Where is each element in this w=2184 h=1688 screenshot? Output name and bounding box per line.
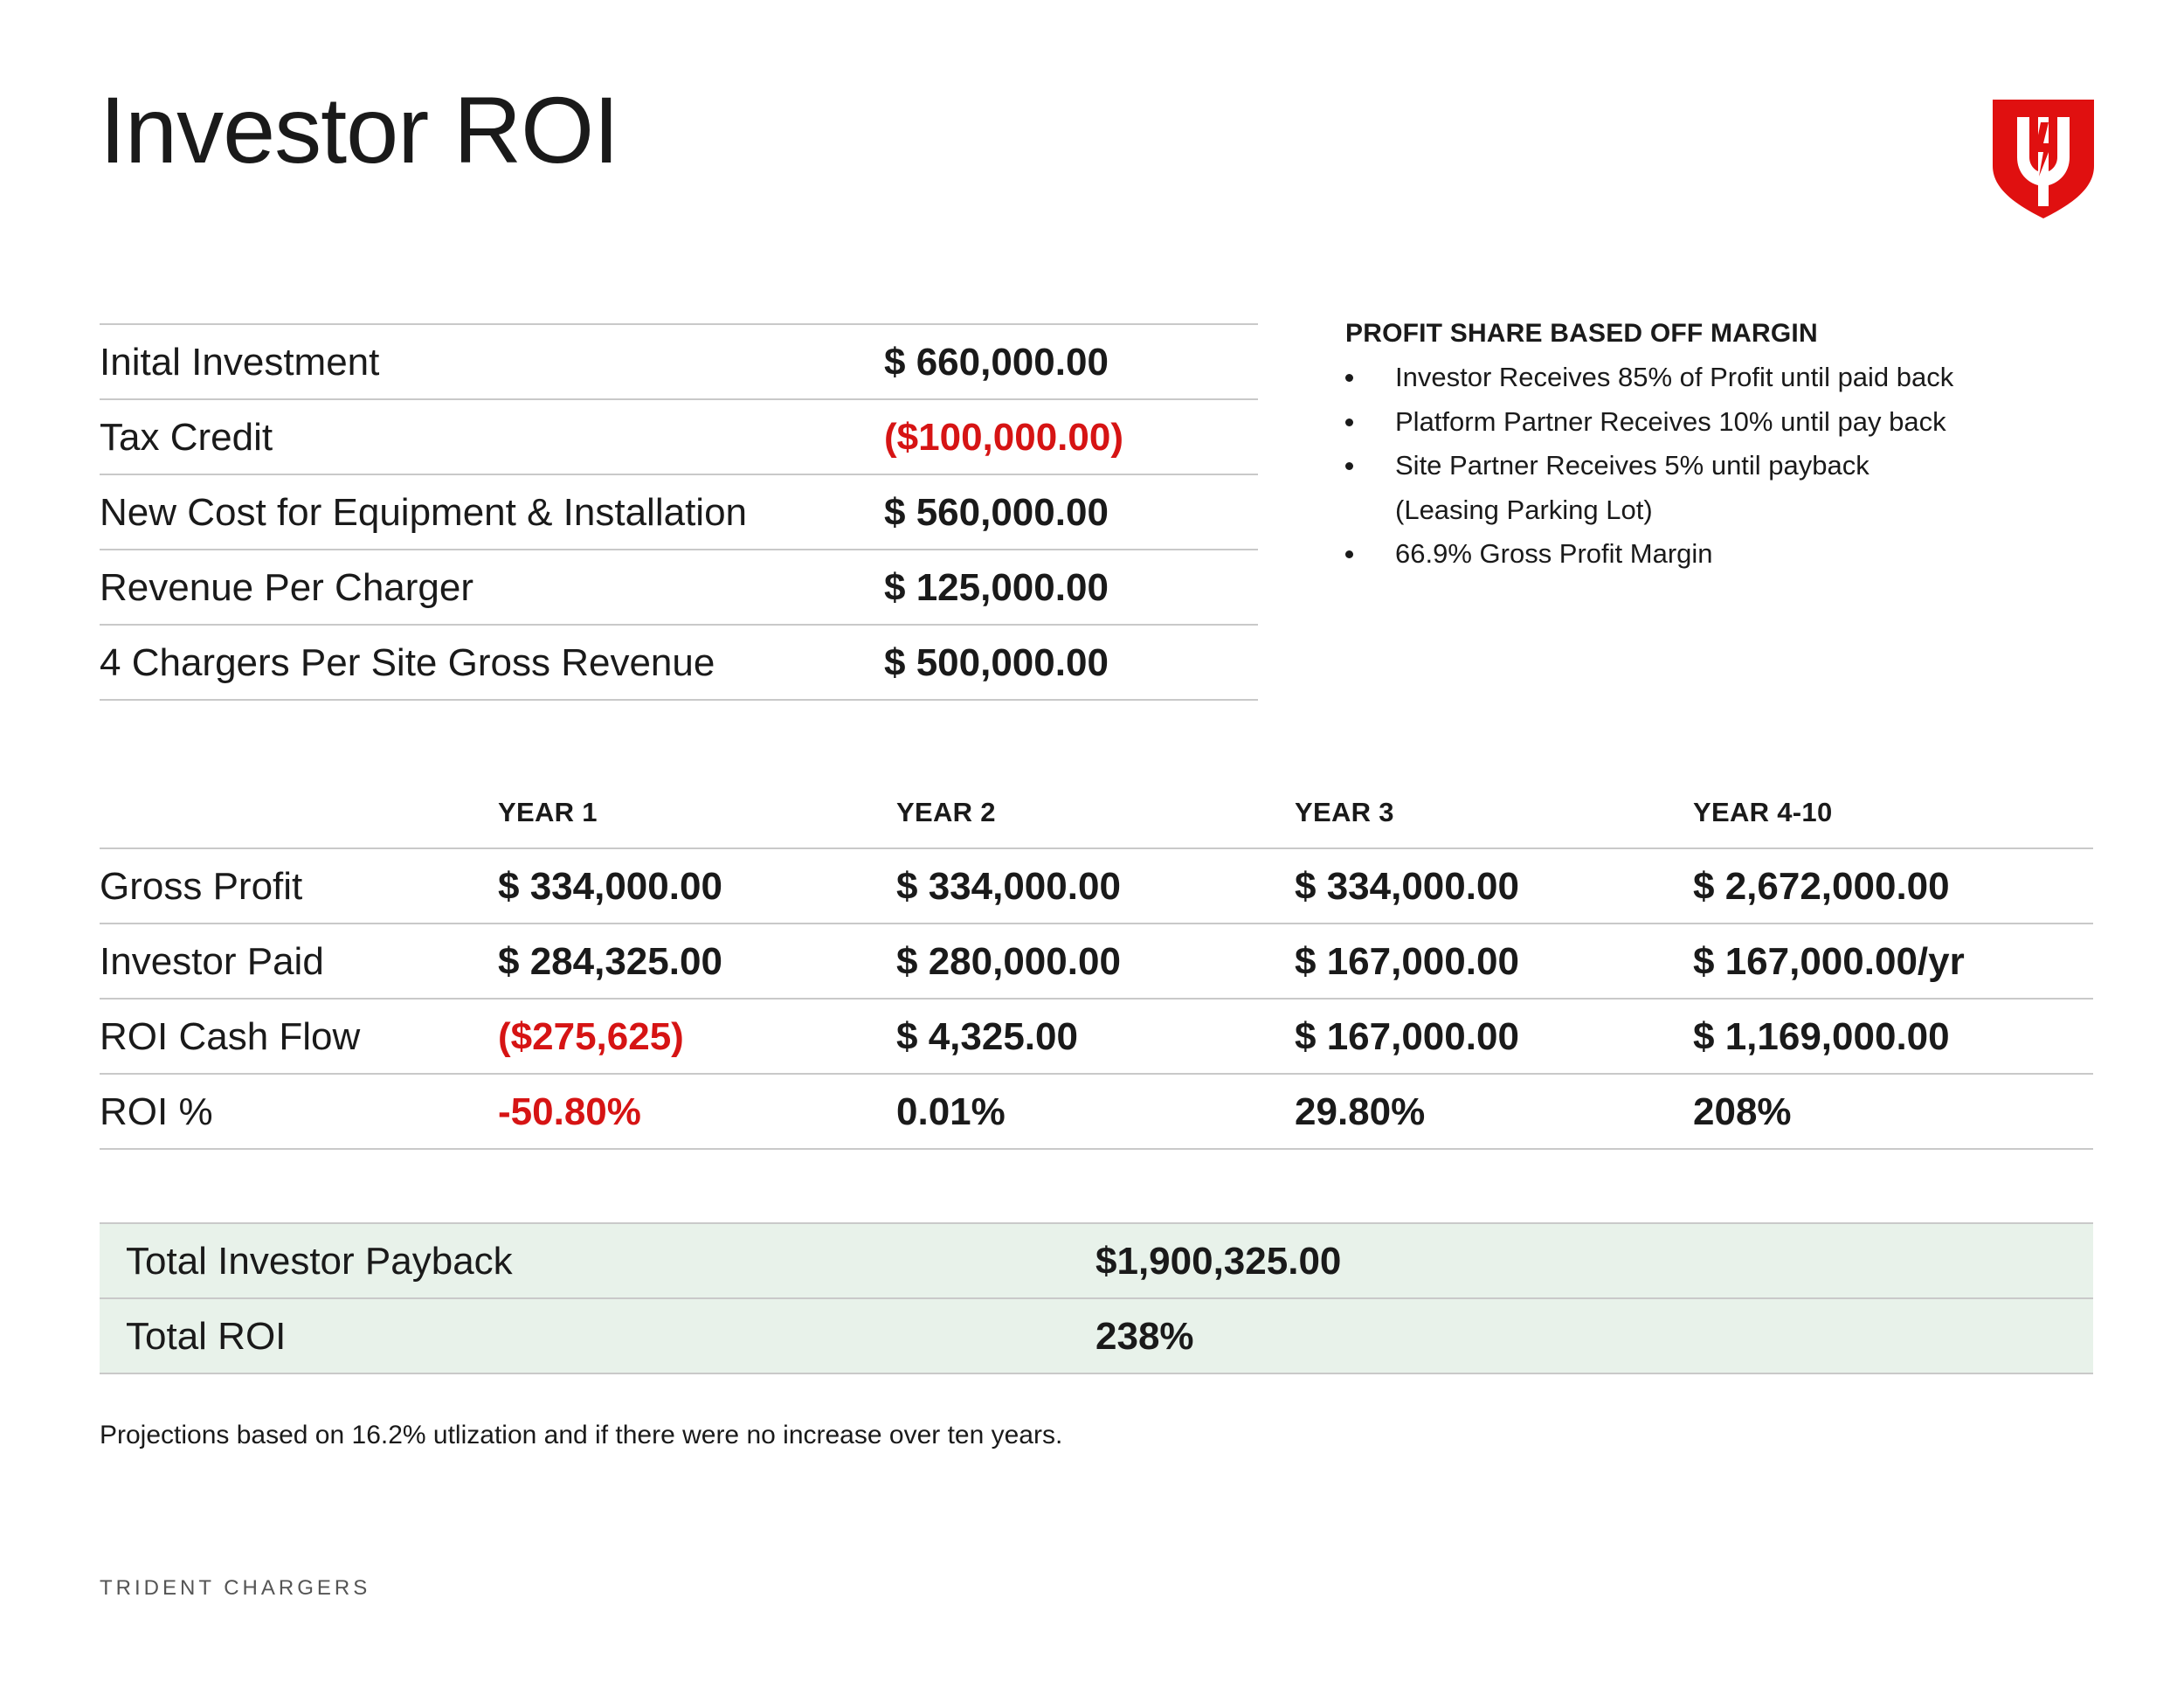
row-value: $ 560,000.00 bbox=[884, 491, 1109, 534]
table-row bbox=[100, 475, 1258, 550]
footer-brand: TRIDENT CHARGERS bbox=[100, 1576, 371, 1600]
list-item-text: 66.9% Gross Profit Margin bbox=[1395, 538, 1713, 569]
table-cell: $ 167,000.00/yr bbox=[1693, 940, 1965, 983]
column-header: YEAR 4-10 bbox=[1693, 797, 1833, 827]
row-value: $ 660,000.00 bbox=[884, 341, 1109, 384]
row-value: $ 500,000.00 bbox=[884, 641, 1109, 684]
yearly-roi-table bbox=[100, 847, 2093, 1150]
column-header: YEAR 3 bbox=[1295, 797, 1394, 827]
table-cell: $ 2,672,000.00 bbox=[1693, 865, 1950, 908]
year-column-headers bbox=[0, 797, 2184, 832]
list-item-text: Platform Partner Receives 10% until pay back bbox=[1395, 405, 1946, 437]
list-item bbox=[1345, 356, 2044, 400]
row-label: Inital Investment bbox=[100, 341, 380, 384]
bullet-icon bbox=[1345, 462, 1353, 470]
table-row bbox=[100, 325, 1258, 400]
row-label: Gross Profit bbox=[100, 865, 303, 908]
bullet-icon bbox=[1345, 550, 1353, 558]
list-item-text: Investor Receives 85% of Profit until paid back bbox=[1395, 362, 1954, 392]
row-value: $ 125,000.00 bbox=[884, 566, 1109, 609]
totals-table bbox=[100, 1222, 2093, 1374]
investment-summary-table bbox=[100, 323, 1258, 701]
table-cell: $ 4,325.00 bbox=[896, 1015, 1078, 1058]
table-cell: $ 1,169,000.00 bbox=[1693, 1015, 1950, 1058]
table-row bbox=[100, 550, 1258, 626]
table-cell: $ 167,000.00 bbox=[1295, 1015, 1519, 1058]
row-label: 4 Chargers Per Site Gross Revenue bbox=[100, 641, 715, 684]
table-cell: 0.01% bbox=[896, 1090, 1006, 1133]
list-item bbox=[1345, 532, 2044, 577]
table-row bbox=[100, 1075, 2093, 1150]
row-label: ROI % bbox=[100, 1090, 213, 1133]
table-cell: $ 280,000.00 bbox=[896, 940, 1121, 983]
table-cell: $ 334,000.00 bbox=[1295, 865, 1519, 908]
table-row bbox=[100, 400, 1258, 475]
list-item bbox=[1345, 400, 2044, 445]
profit-share-list bbox=[1345, 356, 2044, 577]
page-title: Investor ROI bbox=[100, 77, 619, 183]
bullet-icon bbox=[1345, 374, 1353, 382]
table-cell: ($275,625) bbox=[498, 1015, 684, 1058]
list-item-text-continuation: (Leasing Parking Lot) bbox=[1395, 494, 1653, 525]
row-value: $1,900,325.00 bbox=[1095, 1240, 1342, 1283]
trident-shield-icon bbox=[1991, 98, 2096, 220]
table-cell: $ 284,325.00 bbox=[498, 940, 722, 983]
column-header: YEAR 1 bbox=[498, 797, 598, 827]
list-item bbox=[1345, 444, 2044, 532]
table-row bbox=[100, 1224, 2093, 1299]
row-value: ($100,000.00) bbox=[884, 416, 1123, 459]
row-label: Total Investor Payback bbox=[126, 1240, 513, 1283]
table-row bbox=[100, 1000, 2093, 1075]
row-label: ROI Cash Flow bbox=[100, 1015, 361, 1058]
row-label: Tax Credit bbox=[100, 416, 273, 459]
profit-share-panel bbox=[1345, 319, 2044, 577]
table-cell: $ 334,000.00 bbox=[896, 865, 1121, 908]
column-header: YEAR 2 bbox=[896, 797, 996, 827]
table-cell: $ 167,000.00 bbox=[1295, 940, 1519, 983]
table-row bbox=[100, 849, 2093, 924]
row-label: New Cost for Equipment & Installation bbox=[100, 491, 748, 534]
table-cell: 208% bbox=[1693, 1090, 1792, 1133]
row-value: 238% bbox=[1095, 1315, 1194, 1358]
bullet-icon bbox=[1345, 419, 1353, 426]
row-label: Investor Paid bbox=[100, 940, 324, 983]
projection-note: Projections based on 16.2% utlization and if there were no increase over ten years. bbox=[100, 1421, 1063, 1449]
profit-share-title: PROFIT SHARE BASED OFF MARGIN bbox=[1345, 319, 1818, 348]
table-cell: -50.80% bbox=[498, 1090, 641, 1133]
row-label: Revenue Per Charger bbox=[100, 566, 474, 609]
table-cell: 29.80% bbox=[1295, 1090, 1426, 1133]
table-row bbox=[100, 1299, 2093, 1374]
table-row bbox=[100, 924, 2093, 1000]
table-cell: $ 334,000.00 bbox=[498, 865, 722, 908]
row-label: Total ROI bbox=[126, 1315, 287, 1358]
list-item-text: Site Partner Receives 5% until payback bbox=[1395, 450, 1870, 481]
table-row bbox=[100, 626, 1258, 701]
